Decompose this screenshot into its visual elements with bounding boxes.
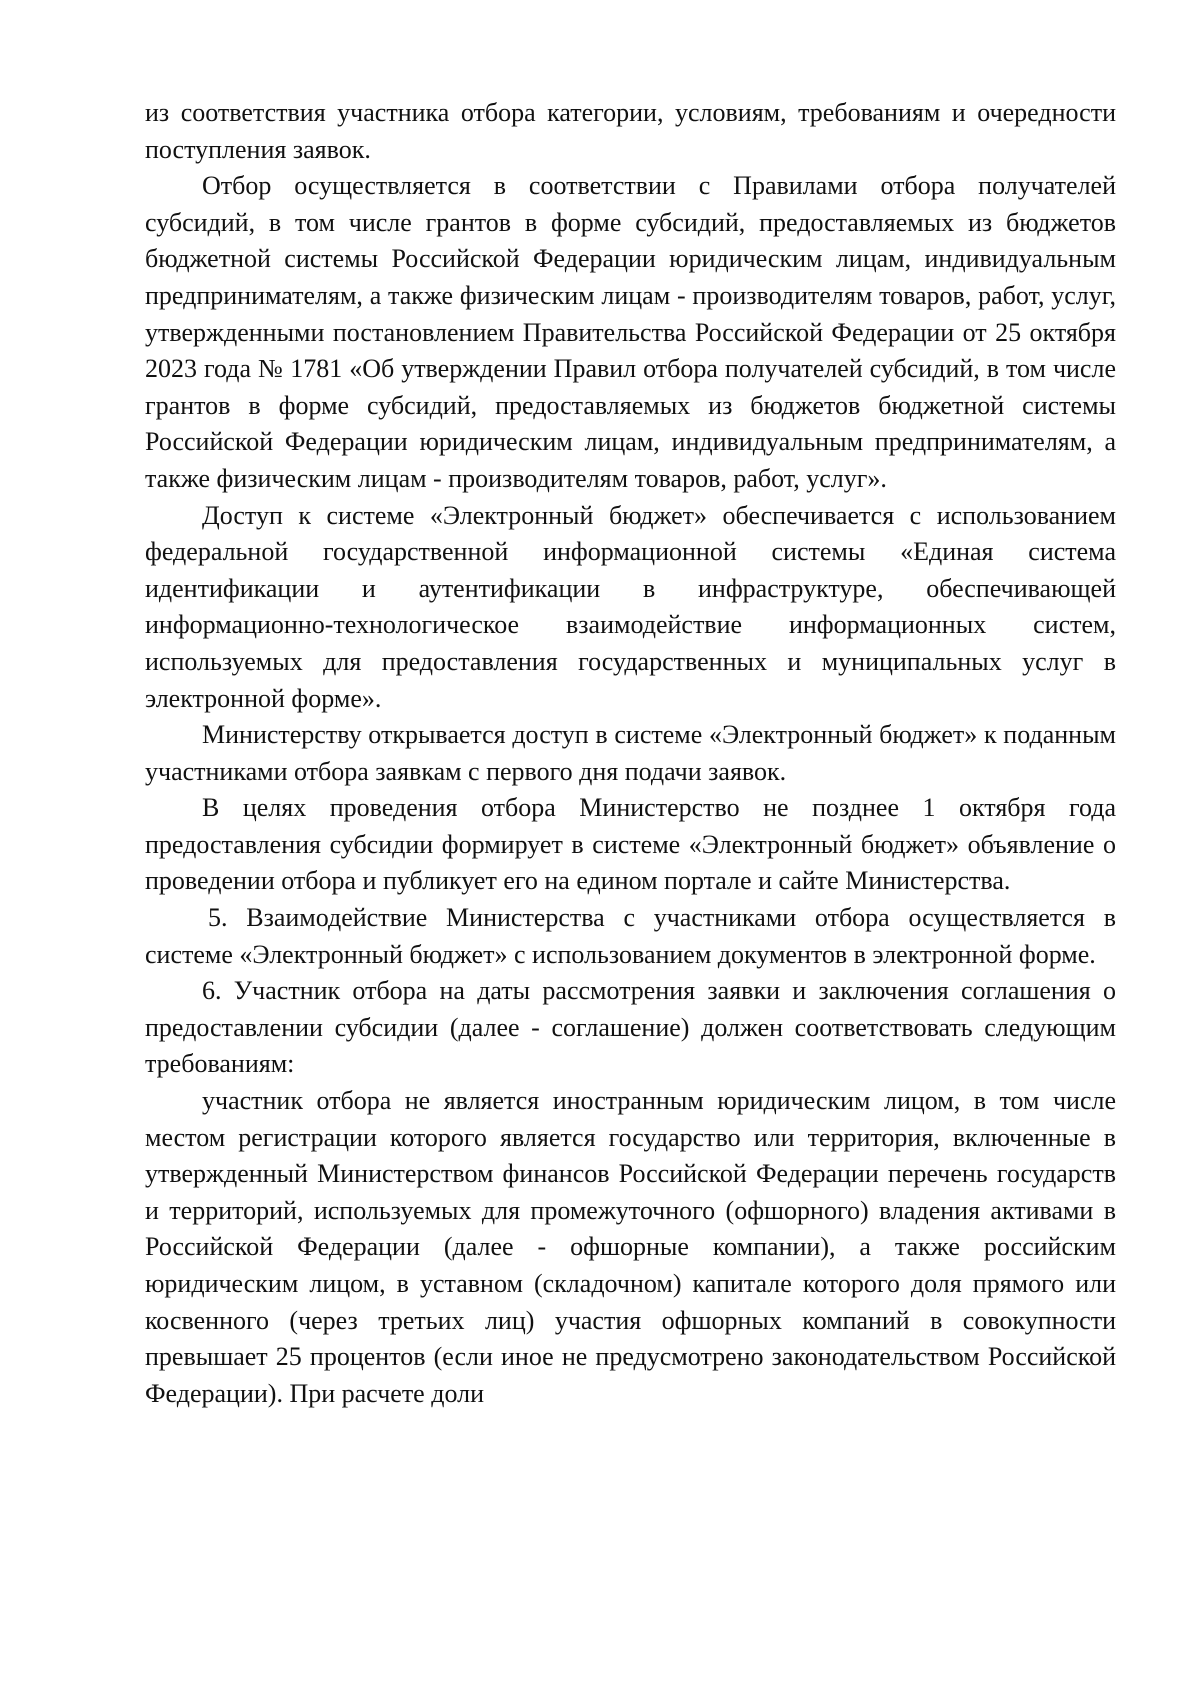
document-body bbox=[145, 95, 1116, 1412]
paragraph-ministry-access: Министерству открывается доступ в системе «Электронный бюджет» к поданным участниками отбора заявкам с первого дня подачи заявок. bbox=[145, 720, 1116, 786]
paragraph-selection-rules: Отбор осуществляется в соответствии с Правилами отбора получателей субсидий, в том числе грантов в форме субсидий, предоставляемых из бюджетов бюджетной системы Российской Федерации юридическим лицам, индивидуальным предпринимателям, а также физическим лицам - производителям товаров, работ, услуг, утвержденными постановлением Правительства Российской Федерации от 25 октября 2023 года № 1781 «Об утверждении Правил отбора получателей субсидий, в том числе грантов в форме субсидий, предоставляемых из бюджетов бюджетной системы Российской Федерации юридическим лицам, индивидуальным предпринимателям, а также физическим лицам - производителям товаров, работ, услуг». bbox=[145, 171, 1116, 493]
paragraph-requirement-offshore: участник отбора не является иностранным юридическим лицом, в том числе местом регистрации которого является государство или территория, включенные в утвержденный Министерством финансов Российской Федерации перечень государств и территорий, используемых для промежуточного (офшорного) владения активами в Российской Федерации (далее - офшорные компании), а также российским юридическим лицом, в уставном (складочном) капитале которого доля прямого или косвенного (через третьих лиц) участия офшорных компаний в совокупности превышает 25 процентов (если иное не предусмотрено законодательством Российской Федерации). При расчете доли bbox=[145, 1086, 1116, 1408]
paragraph-item-5: 5. Взаимодействие Министерства с участниками отбора осуществляется в системе «Электронный бюджет» с использованием документов в электронной форме. bbox=[145, 903, 1116, 969]
paragraph-continuation: из соответствия участника отбора категории, условиям, требованиям и очередности поступления заявок. bbox=[145, 98, 1116, 164]
paragraph-item-6: 6. Участник отбора на даты рассмотрения заявки и заключения соглашения о предоставлении субсидии (далее - соглашение) должен соответствовать следующим требованиям: bbox=[145, 976, 1116, 1079]
paragraph-system-access: Доступ к системе «Электронный бюджет» обеспечивается с использованием федеральной государственной информационной системы «Единая система идентификации и аутентификации в инфраструктуре, обеспечивающей информационно-технологическое взаимодействие информационных систем, используемых для предоставления государственных и муниципальных услуг в электронной форме». bbox=[145, 500, 1116, 713]
paragraph-announcement: В целях проведения отбора Министерство не позднее 1 октября года предоставления субсидии формирует в системе «Электронный бюджет» объявление о проведении отбора и публикует его на едином портале и сайте Министерства. bbox=[145, 793, 1116, 896]
